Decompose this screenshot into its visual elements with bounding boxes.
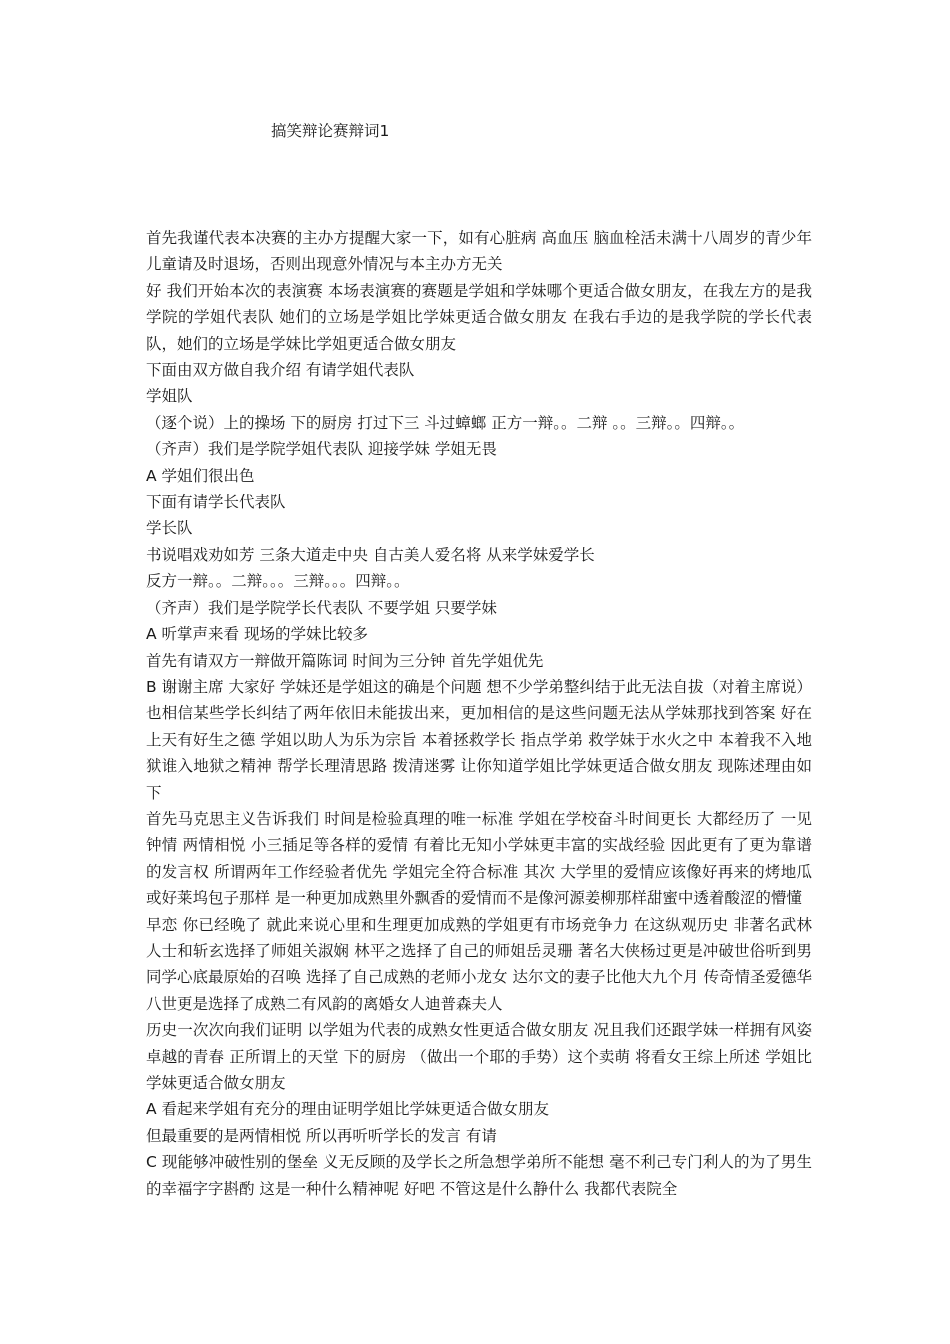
paragraph: 首先我谨代表本决赛的主办方提醒大家一下，如有心脏病 高血压 脑血栓活未满十八周岁的青少年儿童请及时退场，否则出现意外情况与本主办方无关 xyxy=(146,229,812,274)
paragraph: （齐声）我们是学院学长代表队 不要学姐 只要学妹 xyxy=(146,598,497,617)
paragraph: 下面有请学长代表队 xyxy=(146,493,286,512)
paragraph: 早恋 你已经晚了 就此来说心里和生理更加成熟的学姐更有市场竞争力 在这纵观历史 非著名武林人士和斩玄选择了师姐关淑娴 林平之选择了自己的师姐岳灵珊 著名大侠杨过更是冲破世俗听到男同学心底最原始的召唤 选择了自己成熟的老师小龙女 达尔文的妻子比他大九个月 传奇情圣爱德华八世更是选择了成熟二有风韵的离婚女人迪普森夫人 xyxy=(146,915,812,1013)
paragraph: B 谢谢主席 大家好 学妹还是学姐这的确是个问题 想不少学弟整纠结于此无法自拔（对着主席说）也相信某些学长纠结了两年依旧未能拔出来，更加相信的是这些问题无法从学妹那找到答案 好在上天有好生之德 学姐以助人为乐为宗旨 本着拯救学长 指点学弟 救学妹于水火之中 本着我不入地狱谁入地狱之精神 帮学长理清思路 拨清迷雾 让你知道学姐比学妹更适合做女朋友 现陈述理由如下 xyxy=(146,677,812,802)
paragraph: 历史一次次向我们证明 以学姐为代表的成熟女性更适合做女朋友 况且我们还跟学妹一样拥有风姿卓越的青春 正所谓上的天堂 下的厨房 （做出一个耶的手势）这个卖萌 将看女王综上所述 学姐比学妹更适合做女朋友 xyxy=(146,1021,812,1092)
paragraph: 首先马克思主义告诉我们 时间是检验真理的唯一标准 学姐在学校奋斗时间更长 大都经历了 一见钟情 两情相悦 小三插足等各样的爱情 有着比无知小学妹更丰富的实战经验 因此更有了更为靠谱的发言权 所谓两年工作经验者优先 学姐完全符合标准 其次 大学里的爱情应该像好再来的烤地瓜或好莱坞包子那样 是一种更加成熟里外飘香的爱情而不是像河源姜柳那样甜蜜中透着酸涩的懵懂 xyxy=(146,809,812,908)
paragraph: 但最重要的是两情相悦 所以再听听学长的发言 有请 xyxy=(146,1126,497,1145)
paragraph: 好 我们开始本次的表演赛 本场表演赛的赛题是学姐和学妹哪个更适合做女朋友，在我左方的是我学院的学姐代表队 她们的立场是学姐比学妹更适合做女朋友 在我右手边的是我学院的学长代表队，她们的立场是学妹比学姐更适合做女朋友 xyxy=(146,281,812,353)
document-title: 搞笑辩论赛辩词1 xyxy=(271,122,390,140)
paragraph: 首先有请双方一辩做开篇陈词 时间为三分钟 首先学姐优先 xyxy=(146,651,544,670)
paragraph: 书说唱戏劝如芳 三条大道走中央 自古美人爱名将 从来学妹爱学长 xyxy=(146,545,595,564)
paragraph: 学长队 xyxy=(146,519,193,538)
paragraph: C 现能够冲破性别的堡垒 义无反顾的及学长之所急想学弟所不能想 毫不利己专门利人的为了男生的幸福字字斟酌 这是一种什么精神呢 好吧 不管这是什么静什么 我都代表院全 xyxy=(146,1153,812,1198)
paragraph: （逐个说）上的操场 下的厨房 打过下三 斗过蟑螂 正方一辩。。二辩 。。三辩。。四辩。。 xyxy=(146,413,745,432)
paragraph: 下面由双方做自我介绍 有请学姐代表队 xyxy=(146,361,415,380)
paragraph: A 学姐们很出色 xyxy=(146,466,255,485)
paragraph: A 听掌声来看 现场的学妹比较多 xyxy=(146,625,368,644)
paragraph: 反方一辩。。二辩。。。三辩。。。四辩。。 xyxy=(146,572,410,591)
paragraph: 学姐队 xyxy=(146,387,193,406)
paragraph: （齐声）我们是学院学姐代表队 迎接学妹 学姐无畏 xyxy=(146,440,497,459)
document-body xyxy=(146,225,812,1202)
paragraph: A 看起来学姐有充分的理由证明学姐比学妹更适合做女朋友 xyxy=(146,1100,550,1119)
